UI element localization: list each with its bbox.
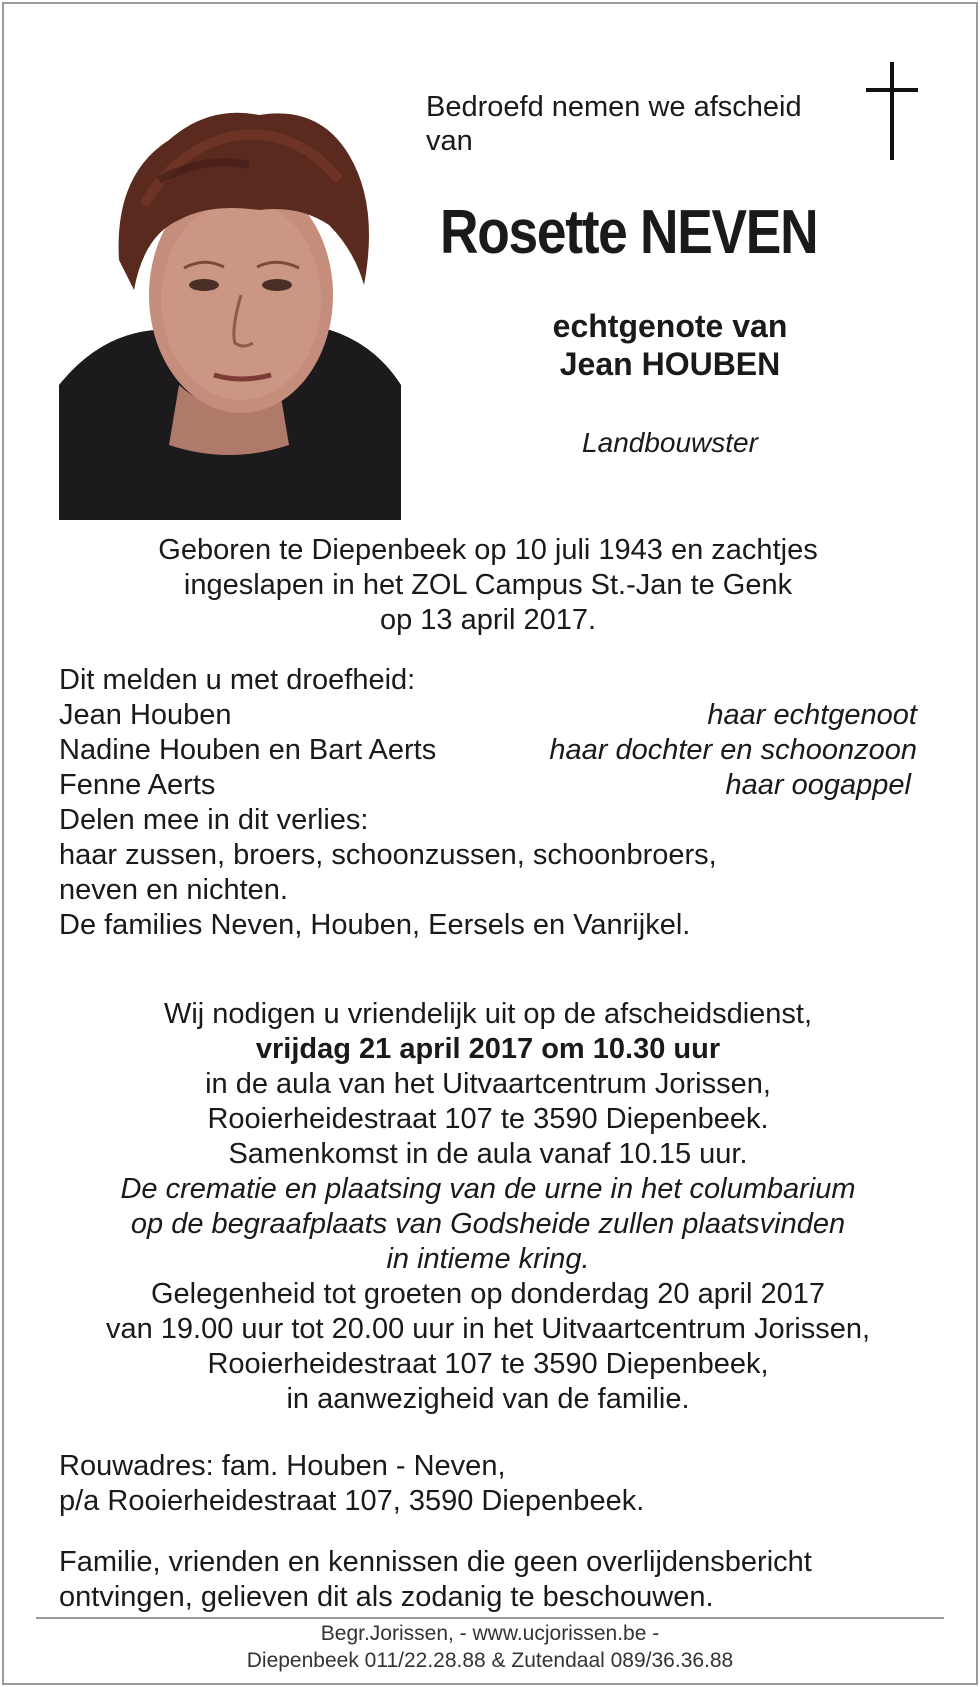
footer — [36, 1620, 944, 1674]
address-line-2: p/a Rooierheidestraat 107, 3590 Diepenbeek. — [59, 1485, 645, 1517]
family-member-name: Jean Houben — [59, 699, 232, 731]
deceased-name: Rosette NEVEN — [440, 198, 818, 267]
footer-line-2: Diepenbeek 011/22.28.88 & Zutendaal 089/36.36.88 — [246, 1649, 734, 1672]
portrait-illustration — [59, 85, 401, 520]
birth-line-3: op 13 april 2017. — [379, 604, 597, 636]
service-date: vrijdag 21 april 2017 om 10.30 uur — [255, 1033, 721, 1065]
service-details — [59, 997, 917, 1417]
address-line-1: Rouwadres: fam. Houben - Neven, — [59, 1450, 506, 1482]
birth-line-2: ingeslapen in het ZOL Campus St.-Jan te Genk — [183, 569, 793, 601]
family-list — [59, 663, 917, 943]
service-invite: Wij nodigen u vriendelijk uit op de afscheidsdienst, — [163, 998, 813, 1030]
visit-line-2: van 19.00 uur tot 20.00 uur in het Uitvaartcentrum Jorissen, — [105, 1313, 871, 1345]
family-member-name: Fenne Aerts — [59, 769, 216, 801]
footer-line-1: Begr.Jorissen, - www.ucjorissen.be - — [320, 1622, 660, 1645]
footer-divider — [36, 1617, 944, 1619]
intro-text — [426, 90, 846, 158]
visit-line-1: Gelegenheid tot groeten op donderdag 20 april 2017 — [151, 1278, 825, 1310]
family-member — [59, 768, 917, 803]
family-member — [59, 733, 917, 768]
share-line-2: neven en nichten. — [59, 874, 288, 906]
share-heading: Delen mee in dit verlies: — [59, 804, 369, 836]
family-member-relation: haar dochter en schoonzoon — [549, 734, 917, 766]
notice-line-2: ontvingen, gelieven dit als zodanig te beschouwen. — [59, 1581, 714, 1613]
mourning-address — [59, 1449, 917, 1519]
family-heading: Dit melden u met droefheid: — [59, 664, 416, 696]
birth-line-1: Geboren te Diepenbeek op 10 juli 1943 en zachtjes — [158, 534, 818, 566]
visit-line-4: in aanwezigheid van de familie. — [286, 1383, 690, 1415]
spouse-line-2: Jean HOUBEN — [559, 346, 781, 382]
family-member-relation: haar echtgenoot — [707, 699, 917, 731]
intro-line-2: van — [426, 125, 473, 157]
spouse-line-1: echtgenote van — [552, 308, 788, 344]
family-member-relation: haar oogappel — [725, 769, 911, 801]
portrait-photo — [59, 85, 401, 520]
birth-details — [59, 533, 917, 638]
occupation: Landbouwster — [582, 427, 758, 458]
family-member — [59, 698, 917, 733]
spouse-block — [440, 307, 900, 383]
cross-icon — [862, 62, 922, 160]
share-line-1: haar zussen, broers, schoonzussen, schoonbroers, — [59, 839, 717, 871]
cremation-line-1: De crematie en plaatsing van de urne in het columbarium — [120, 1173, 856, 1205]
cremation-line-3: in intieme kring. — [386, 1243, 590, 1275]
service-address: Rooierheidestraat 107 te 3590 Diepenbeek. — [207, 1103, 769, 1135]
intro-line-1: Bedroefd nemen we afscheid — [426, 91, 802, 123]
notice-line-1: Familie, vrienden en kennissen die geen overlijdensbericht — [59, 1546, 812, 1578]
notice-text — [59, 1545, 917, 1615]
share-line-3: De families Neven, Houben, Eersels en Vanrijkel. — [59, 909, 691, 941]
service-location: in de aula van het Uitvaartcentrum Jorissen, — [205, 1068, 771, 1100]
family-member-name: Nadine Houben en Bart Aerts — [59, 734, 437, 766]
visit-line-3: Rooierheidestraat 107 te 3590 Diepenbeek, — [207, 1348, 769, 1380]
cremation-line-2: op de begraafplaats van Godsheide zullen plaatsvinden — [130, 1208, 846, 1240]
service-gathering: Samenkomst in de aula vanaf 10.15 uur. — [228, 1138, 748, 1170]
